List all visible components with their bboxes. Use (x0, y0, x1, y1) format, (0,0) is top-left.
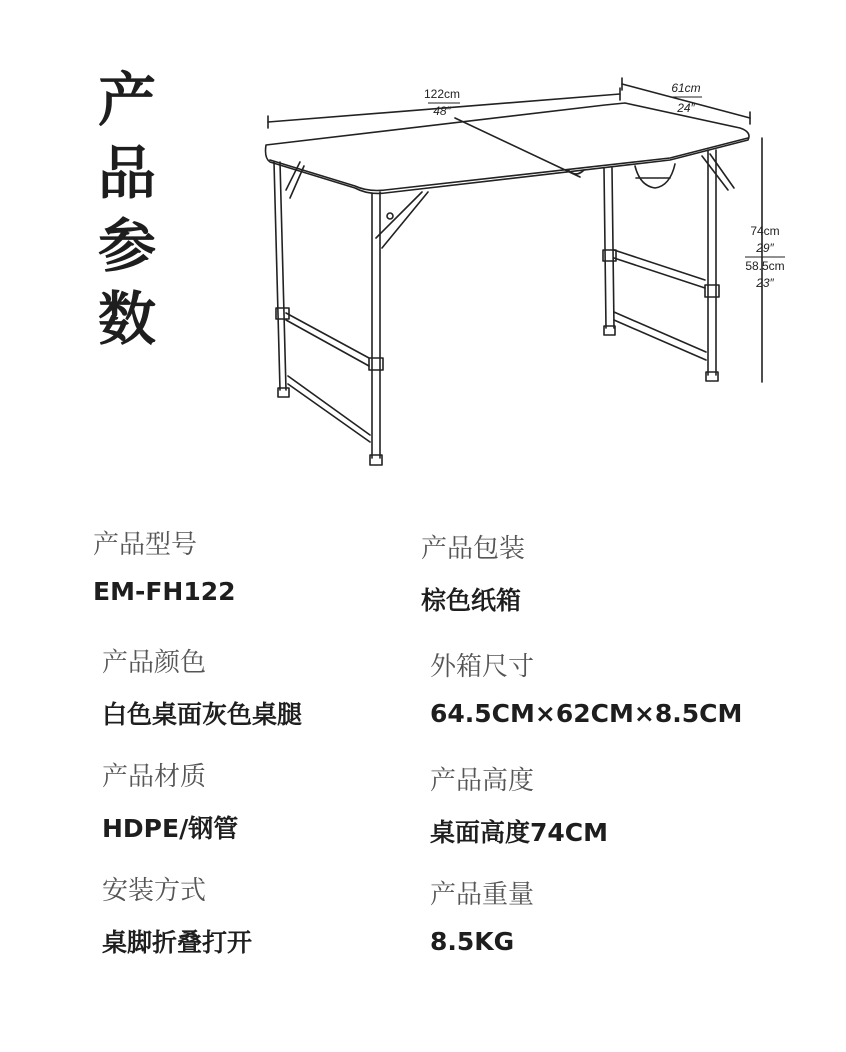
spec-value: 白色桌面灰色桌腿 (102, 700, 303, 729)
spec-label: 安装方式 (102, 876, 207, 906)
spec-value: 棕色纸箱 (421, 586, 522, 615)
width-in-label: 24″ (677, 101, 695, 115)
spec-packaging (421, 528, 525, 617)
spec-value: 64.5CM×62CM×8.5CM (430, 699, 743, 728)
title-char: 产 (97, 66, 156, 134)
cup-holder (635, 164, 675, 188)
spec-color (102, 642, 302, 731)
spec-height (430, 760, 608, 849)
spec-label: 外箱尺寸 (430, 652, 535, 682)
spec-value: 桌面高度74CM (430, 818, 609, 847)
spec-carton-size (430, 646, 742, 728)
height-high-cm-label: 74cm (750, 224, 780, 238)
length-cm-label: 122cm (423, 87, 461, 101)
spec-label: 产品颜色 (102, 648, 207, 678)
spec-label: 产品材质 (102, 762, 207, 792)
width-cm-label: 61cm (671, 81, 701, 95)
page-title (92, 64, 162, 356)
spec-material (102, 756, 238, 845)
title-char: 品 (97, 139, 156, 207)
spec-value: EM-FH122 (93, 577, 236, 606)
spec-model (93, 524, 236, 606)
spec-installation (102, 870, 252, 959)
spec-label: 产品高度 (430, 766, 535, 796)
spec-value: 8.5KG (430, 927, 515, 956)
height-low-cm-label: 58.5cm (745, 259, 785, 273)
spec-label: 产品重量 (430, 880, 535, 910)
spec-value: 桌脚折叠打开 (102, 928, 253, 957)
spec-label: 产品包装 (421, 534, 526, 564)
title-char: 参 (97, 212, 156, 280)
spec-value: HDPE/钢管 (102, 814, 239, 843)
title-char: 数 (97, 285, 156, 353)
length-in-label: 48″ (433, 104, 451, 118)
spec-weight (430, 874, 534, 956)
height-high-in-label: 29″ (756, 241, 774, 255)
spec-label: 产品型号 (93, 530, 198, 560)
table-diagram (250, 70, 810, 490)
height-low-in-label: 23″ (756, 276, 774, 290)
